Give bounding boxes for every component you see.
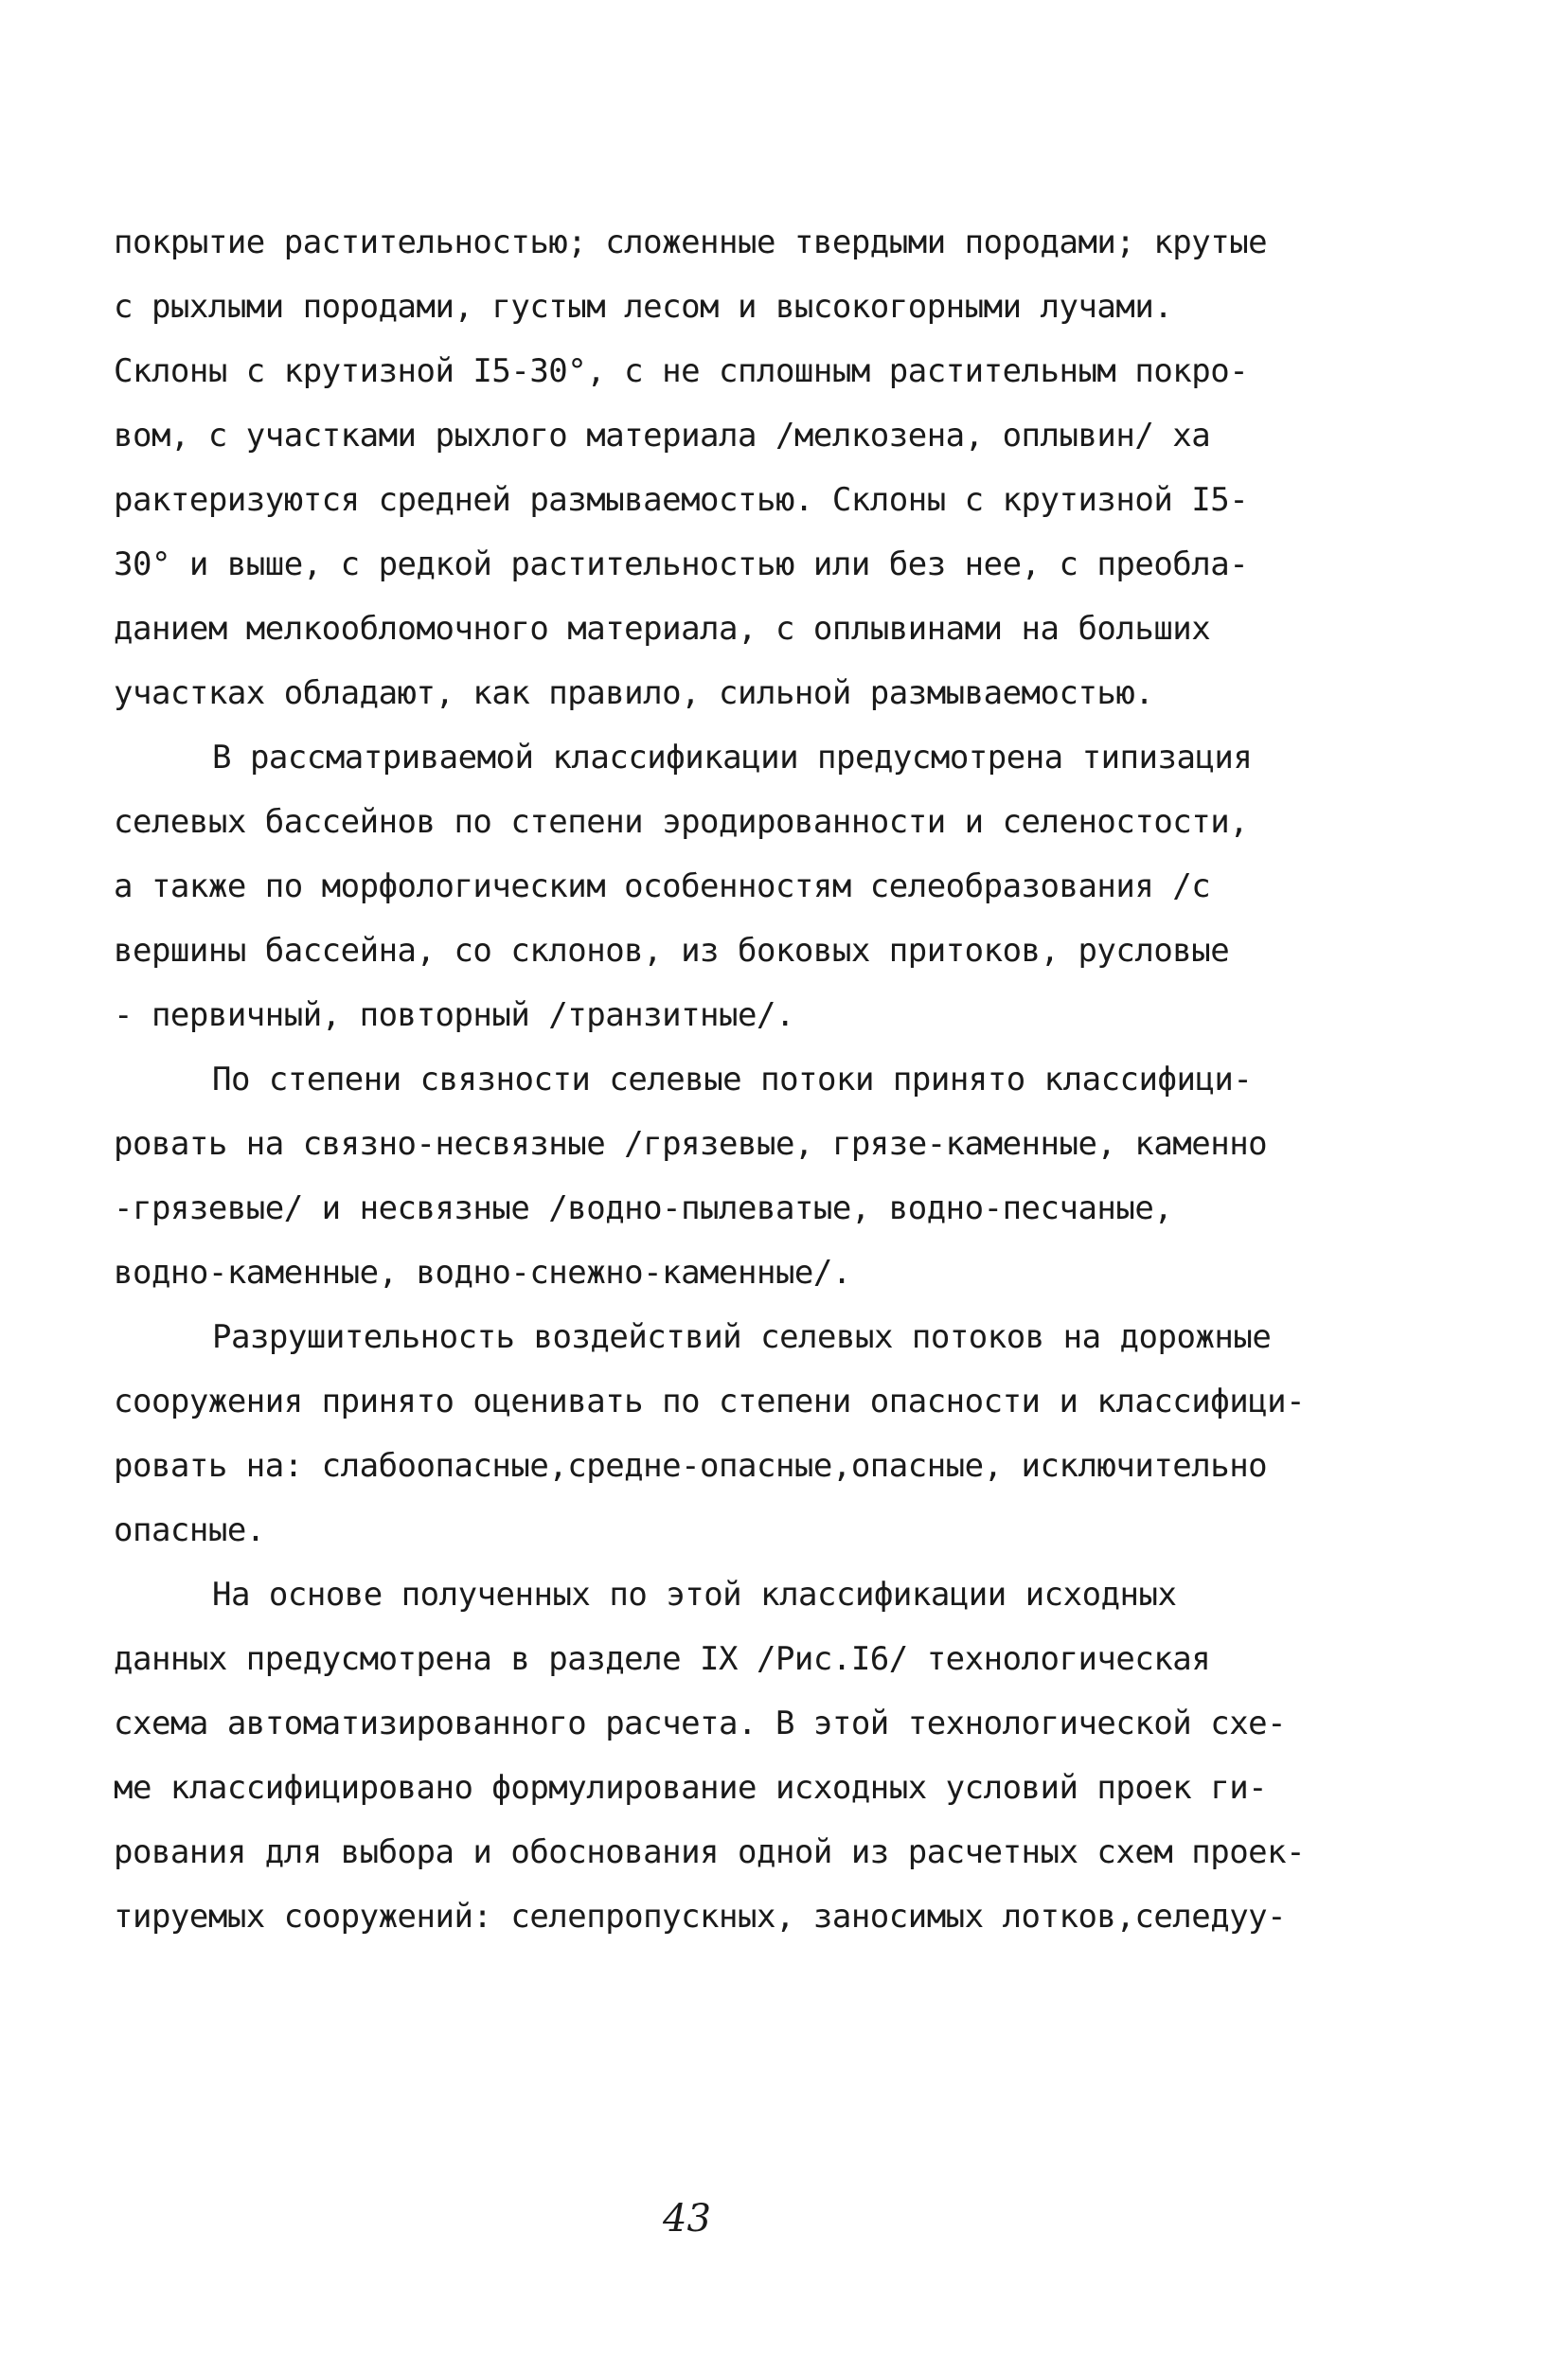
text-line: ровать на связно-несвязные /грязевые, грязе-каменные, каменно	[114, 1125, 1268, 1163]
text-line: Разрушительность воздействий селевых потоков на дорожные	[212, 1318, 1272, 1356]
text-line: вершины бассейна, со склонов, из боковых притоков, русловые	[114, 932, 1230, 970]
text-line: На основе полученных по этой классификации исходных	[212, 1576, 1177, 1614]
text-line: водно-каменные, водно-снежно-каменные/.	[114, 1254, 851, 1292]
text-line: покрытие растительностью; сложенные твердыми породами; крутые	[114, 223, 1268, 261]
text-line: рования для выбора и обоснования одной из расчетных схем проек-	[114, 1833, 1306, 1871]
text-line: рактеризуются средней размываемостью. Склоны с крутизной I5-	[114, 481, 1249, 519]
text-line: По степени связности селевые потоки принято классифици-	[212, 1061, 1253, 1098]
text-line: 30° и выше, с редкой растительностью или без нее, с преобла-	[114, 545, 1249, 583]
text-line: данных предусмотрена в разделе IX /Рис.I6/ технологическая	[114, 1640, 1211, 1678]
page-number: 43	[663, 2197, 711, 2241]
text-line: сооружения принято оценивать по степени опасности и классифици-	[114, 1383, 1306, 1420]
text-line: селевых бассейнов по степени эродированности и селеностости,	[114, 803, 1249, 841]
text-line: В рассматриваемой классификации предусмотрена типизация	[212, 739, 1253, 777]
text-line: с рыхлыми породами, густым лесом и высокогорными лучами.	[114, 288, 1173, 326]
text-line: - первичный, повторный /транзитные/.	[114, 996, 794, 1034]
body-text	[114, 210, 1373, 1949]
text-line: а также по морфологическим особенностям селеобразования /с	[114, 867, 1211, 905]
text-line: схема автоматизированного расчета. В этой технологической схе-	[114, 1705, 1287, 1742]
text-line: Склоны с крутизной I5-30°, с не сплошным растительным покро-	[114, 352, 1249, 390]
text-line: опасные.	[114, 1511, 265, 1549]
text-line: ровать на: слабоопасные,средне-опасные,опасные, исключительно	[114, 1447, 1268, 1485]
text-line: тируемых сооружений: селепропускных, заносимых лотков,селедуу-	[114, 1898, 1287, 1936]
text-line: участках обладают, как правило, сильной размываемостью.	[114, 674, 1154, 712]
text-line: вом, с участками рыхлого материала /мелкозена, оплывин/ ха	[114, 417, 1211, 455]
text-line: данием мелкообломочного материала, с оплывинами на больших	[114, 610, 1211, 648]
text-line: ме классифицировано формулирование исходных условий проек ги-	[114, 1769, 1268, 1807]
text-line: -грязевые/ и несвязные /водно-пылеватые, водно-песчаные,	[114, 1189, 1173, 1227]
